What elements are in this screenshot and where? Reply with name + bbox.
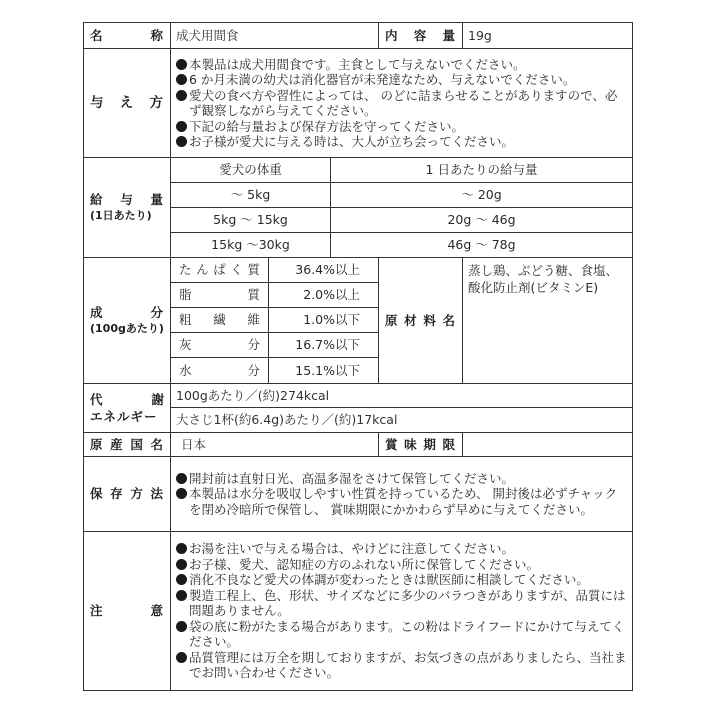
bullet-icon xyxy=(176,488,187,499)
origin-label: 原 産 国 名 xyxy=(84,433,171,457)
storage-cell xyxy=(171,457,633,532)
energy-row xyxy=(84,384,633,408)
nutrient-value: 16.7%以下 xyxy=(269,333,379,358)
nutrient-value: 1.0%以下 xyxy=(269,308,379,333)
bullet-icon xyxy=(176,652,187,663)
bullet-icon xyxy=(176,121,187,132)
bullet-icon xyxy=(176,574,187,585)
list-item: 本製品は水分を吸収しやすい性質を持っているため、 開封後は必ずチャックを閉め冷暗所で保管し、 賞味期限にかかわらず早めに与えてください。 xyxy=(176,486,627,517)
nutrient-value: 2.0%以上 xyxy=(269,283,379,308)
composition-row xyxy=(84,258,633,283)
nutrient-value: 15.1%以下 xyxy=(269,358,379,384)
list-item: お子様、愛犬、認知症の方のふれない所に保管してください。 xyxy=(176,557,627,573)
feeding-amount-sublabel: (1日あたり) xyxy=(90,208,152,222)
weight-cell: 15kg ～30kg xyxy=(171,233,331,258)
feeding-method-label: 与 え 方 xyxy=(84,49,171,158)
list-item: 消化不良など愛犬の体調が変わったときは獣医師に相談してください。 xyxy=(176,572,627,588)
ingredients-label: 原 材 料 名 xyxy=(379,258,463,384)
content-value: 19g xyxy=(463,23,633,49)
nutrient-name: 粗繊維 xyxy=(171,308,269,333)
caution-row xyxy=(84,532,633,691)
name-value: 成犬用間食 xyxy=(171,23,379,49)
list-item: 製造工程上、色、形状、サイズなどに多少のバラつきがありますが、品質には問題ありません。 xyxy=(176,588,627,619)
nutrient-name: 水分 xyxy=(171,358,269,384)
bullet-icon xyxy=(176,136,187,147)
storage-list xyxy=(176,469,627,520)
list-item: 袋の底に粉がたまる場合があります。この粉はドライフードにかけて与えてください。 xyxy=(176,619,627,650)
list-item: 品質管理には万全を期しておりますが、お気づきの点がありましたら、当社までお問い合わせください。 xyxy=(176,650,627,681)
origin-value: 日本 xyxy=(171,433,379,457)
nutrient-value: 36.4%以上 xyxy=(269,258,379,283)
energy-label-cell xyxy=(84,384,171,433)
feeding-amount-label-cell xyxy=(84,158,171,258)
feeding-amount-header-row xyxy=(84,158,633,183)
product-label-table xyxy=(83,22,633,691)
feeding-method-list xyxy=(176,55,627,152)
bullet-icon xyxy=(176,90,187,101)
caution-list xyxy=(176,539,627,683)
bullet-icon xyxy=(176,621,187,632)
origin-row xyxy=(84,433,633,457)
list-item: 下記の給与量および保存方法を守ってください。 xyxy=(176,119,627,135)
composition-label: 成 分 xyxy=(90,304,164,320)
list-item: 本製品は成犬用間食です。主食として与えないでください。 xyxy=(176,57,627,73)
feeding-method-cell xyxy=(171,49,633,158)
caution-label: 注 意 xyxy=(84,532,171,691)
energy-label-line2: エネルギー xyxy=(90,409,158,424)
list-item: 6 か月未満の幼犬は消化器官が未発達なため、与えないでください。 xyxy=(176,72,627,88)
list-item: お子様が愛犬に与える時は、大人が立ち会ってください。 xyxy=(176,134,627,150)
list-item: お湯を注いで与える場合は、やけどに注意してください。 xyxy=(176,541,627,557)
composition-label-cell xyxy=(84,258,171,384)
expiry-label: 賞 味 期 限 xyxy=(379,433,463,457)
list-item: 開封前は直射日光、高温多湿をさけて保管してください。 xyxy=(176,471,627,487)
weight-cell: 5kg ～ 15kg xyxy=(171,208,331,233)
weight-column-header: 愛犬の体重 xyxy=(171,158,331,183)
bullet-icon xyxy=(176,559,187,570)
amount-cell: ～ 20g xyxy=(331,183,633,208)
name-row xyxy=(84,23,633,49)
list-item: 愛犬の食べ方や習性によっては、 のどに詰まらせることがありますので、必ず観察しながら与えてください。 xyxy=(176,88,627,119)
energy-label-line1: 代 謝 xyxy=(90,392,164,407)
bullet-icon xyxy=(176,74,187,85)
caution-cell xyxy=(171,532,633,691)
nutrient-name: たんぱく質 xyxy=(171,258,269,283)
bullet-icon xyxy=(176,59,187,70)
amount-cell: 46g ～ 78g xyxy=(331,233,633,258)
feeding-method-row xyxy=(84,49,633,158)
nutrient-name: 灰分 xyxy=(171,333,269,358)
name-label: 名 称 xyxy=(84,23,171,49)
content-label: 内 容 量 xyxy=(379,23,463,49)
nutrient-name: 脂質 xyxy=(171,283,269,308)
energy-per-100g: 100gあたり／(約)274kcal xyxy=(171,384,633,408)
expiry-value xyxy=(463,433,633,457)
feeding-amount-label: 給 与 量 xyxy=(90,191,164,207)
ingredients-value: 蒸し鶏、ぶどう糖、食塩、酸化防止剤(ビタミンE) xyxy=(463,258,633,384)
storage-row xyxy=(84,457,633,532)
amount-column-header: 1 日あたりの給与量 xyxy=(331,158,633,183)
composition-sublabel: (100gあたり) xyxy=(90,321,164,335)
bullet-icon xyxy=(176,543,187,554)
bullet-icon xyxy=(176,590,187,601)
amount-cell: 20g ～ 46g xyxy=(331,208,633,233)
energy-per-spoon: 大さじ1杯(約6.4g)あたり／(約)17kcal xyxy=(171,408,633,433)
weight-cell: ～ 5kg xyxy=(171,183,331,208)
storage-label: 保 存 方 法 xyxy=(84,457,171,532)
bullet-icon xyxy=(176,473,187,484)
